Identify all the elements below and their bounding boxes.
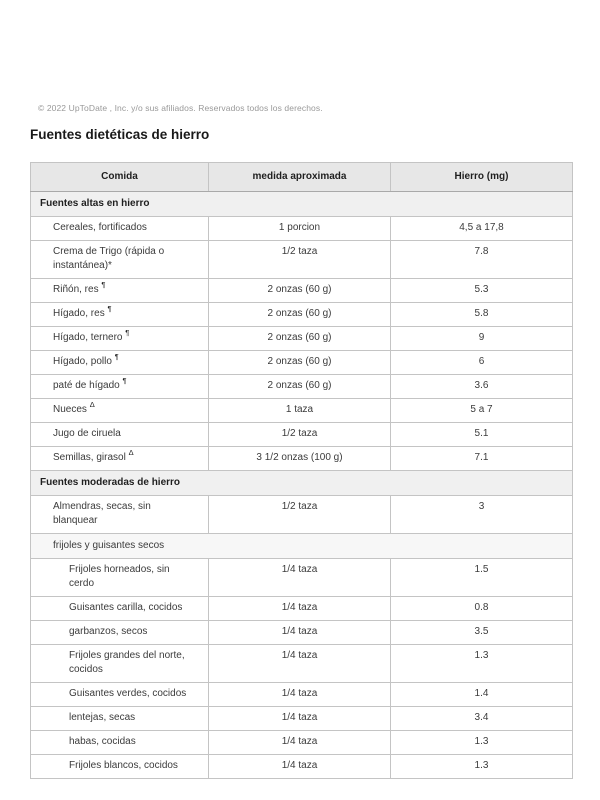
measure-cell: 1/4 taza bbox=[209, 755, 391, 779]
table-row bbox=[31, 559, 573, 597]
food-cell: garbanzos, secos bbox=[31, 621, 209, 645]
section-row bbox=[31, 192, 573, 217]
footnote-marker: ¶ bbox=[122, 375, 127, 385]
food-cell: Guisantes carilla, cocidos bbox=[31, 597, 209, 621]
iron-value-cell: 3.6 bbox=[391, 375, 573, 399]
table-row bbox=[31, 351, 573, 375]
iron-value-cell: 1.5 bbox=[391, 559, 573, 597]
table-row bbox=[31, 731, 573, 755]
food-cell: Jugo de ciruela bbox=[31, 423, 209, 447]
footnote-marker: ¶ bbox=[107, 303, 112, 313]
copyright-notice: © 2022 UpToDate , Inc. y/o sus afiliados. Reservados todos los derechos. bbox=[38, 103, 323, 113]
food-cell: Cereales, fortificados bbox=[31, 217, 209, 241]
table-row bbox=[31, 399, 573, 423]
section-label: Fuentes altas en hierro bbox=[31, 192, 573, 217]
measure-cell: 1/2 taza bbox=[209, 423, 391, 447]
page-title: Fuentes dietéticas de hierro bbox=[30, 127, 210, 142]
food-cell: Hígado, pollo ¶ bbox=[31, 351, 209, 375]
food-cell: paté de hígado ¶ bbox=[31, 375, 209, 399]
table-row bbox=[31, 327, 573, 351]
iron-value-cell: 1.3 bbox=[391, 755, 573, 779]
iron-value-cell: 5.3 bbox=[391, 279, 573, 303]
iron-value-cell: 3 bbox=[391, 496, 573, 534]
table-body bbox=[31, 192, 573, 779]
col-header-iron: Hierro (mg) bbox=[391, 163, 573, 192]
iron-value-cell: 7.1 bbox=[391, 447, 573, 471]
table-row bbox=[31, 496, 573, 534]
food-cell: Hígado, ternero ¶ bbox=[31, 327, 209, 351]
col-header-food: Comida bbox=[31, 163, 209, 192]
footnote-marker: ¶ bbox=[101, 279, 106, 289]
iron-value-cell: 4,5 a 17,8 bbox=[391, 217, 573, 241]
measure-cell: 1/4 taza bbox=[209, 707, 391, 731]
table-row bbox=[31, 645, 573, 683]
measure-cell: 1/4 taza bbox=[209, 645, 391, 683]
measure-cell: 1/2 taza bbox=[209, 496, 391, 534]
table-header bbox=[31, 163, 573, 192]
footnote-marker: ¶ bbox=[125, 327, 130, 337]
iron-value-cell: 0.8 bbox=[391, 597, 573, 621]
section-row bbox=[31, 471, 573, 496]
food-cell: Frijoles grandes del norte, cocidos bbox=[31, 645, 209, 683]
measure-cell: 1/2 taza bbox=[209, 241, 391, 279]
iron-value-cell: 6 bbox=[391, 351, 573, 375]
table-row bbox=[31, 447, 573, 471]
footnote-marker: ¶ bbox=[114, 351, 119, 361]
food-cell: Frijoles horneados, sin cerdo bbox=[31, 559, 209, 597]
food-cell: Frijoles blancos, cocidos bbox=[31, 755, 209, 779]
measure-cell: 3 1/2 onzas (100 g) bbox=[209, 447, 391, 471]
table-row bbox=[31, 423, 573, 447]
measure-cell: 2 onzas (60 g) bbox=[209, 351, 391, 375]
food-cell: Semillas, girasol $^\Delta$ bbox=[31, 447, 209, 471]
measure-cell: 1/4 taza bbox=[209, 621, 391, 645]
table-row bbox=[31, 707, 573, 731]
iron-value-cell: 5.8 bbox=[391, 303, 573, 327]
measure-cell: 1 taza bbox=[209, 399, 391, 423]
food-cell: Nueces $^\Delta$ bbox=[31, 399, 209, 423]
footnote-marker: Δ bbox=[89, 399, 95, 409]
measure-cell: 1/4 taza bbox=[209, 683, 391, 707]
iron-value-cell: 5.1 bbox=[391, 423, 573, 447]
measure-cell: 2 onzas (60 g) bbox=[209, 303, 391, 327]
measure-cell: 2 onzas (60 g) bbox=[209, 327, 391, 351]
table-row bbox=[31, 279, 573, 303]
table-row bbox=[31, 755, 573, 779]
measure-cell: 2 onzas (60 g) bbox=[209, 375, 391, 399]
col-header-measure: medida aproximada bbox=[209, 163, 391, 192]
table-row bbox=[31, 597, 573, 621]
iron-value-cell: 9 bbox=[391, 327, 573, 351]
iron-value-cell: 1.3 bbox=[391, 645, 573, 683]
table-row bbox=[31, 683, 573, 707]
table-row bbox=[31, 375, 573, 399]
subsection-label: frijoles y guisantes secos bbox=[31, 534, 573, 559]
measure-cell: 2 onzas (60 g) bbox=[209, 279, 391, 303]
table-row bbox=[31, 303, 573, 327]
food-cell: Guisantes verdes, cocidos bbox=[31, 683, 209, 707]
measure-cell: 1/4 taza bbox=[209, 731, 391, 755]
iron-value-cell: 1.4 bbox=[391, 683, 573, 707]
iron-sources-table bbox=[30, 162, 573, 779]
subsection-row bbox=[31, 534, 573, 559]
iron-value-cell: 1.3 bbox=[391, 731, 573, 755]
table-row bbox=[31, 217, 573, 241]
iron-value-cell: 3.5 bbox=[391, 621, 573, 645]
food-cell: habas, cocidas bbox=[31, 731, 209, 755]
section-label: Fuentes moderadas de hierro bbox=[31, 471, 573, 496]
food-cell: Hígado, res ¶ bbox=[31, 303, 209, 327]
food-cell: Riñón, res ¶ bbox=[31, 279, 209, 303]
measure-cell: 1 porcion bbox=[209, 217, 391, 241]
iron-value-cell: 5 a 7 bbox=[391, 399, 573, 423]
header-row bbox=[31, 163, 573, 192]
measure-cell: 1/4 taza bbox=[209, 597, 391, 621]
table-row bbox=[31, 241, 573, 279]
food-cell: Almendras, secas, sin blanquear bbox=[31, 496, 209, 534]
iron-value-cell: 3.4 bbox=[391, 707, 573, 731]
measure-cell: 1/4 taza bbox=[209, 559, 391, 597]
food-cell: lentejas, secas bbox=[31, 707, 209, 731]
footnote-marker: Δ bbox=[128, 447, 134, 457]
iron-value-cell: 7.8 bbox=[391, 241, 573, 279]
table-row bbox=[31, 621, 573, 645]
food-cell: Crema de Trigo (rápida o instantánea)* bbox=[31, 241, 209, 279]
